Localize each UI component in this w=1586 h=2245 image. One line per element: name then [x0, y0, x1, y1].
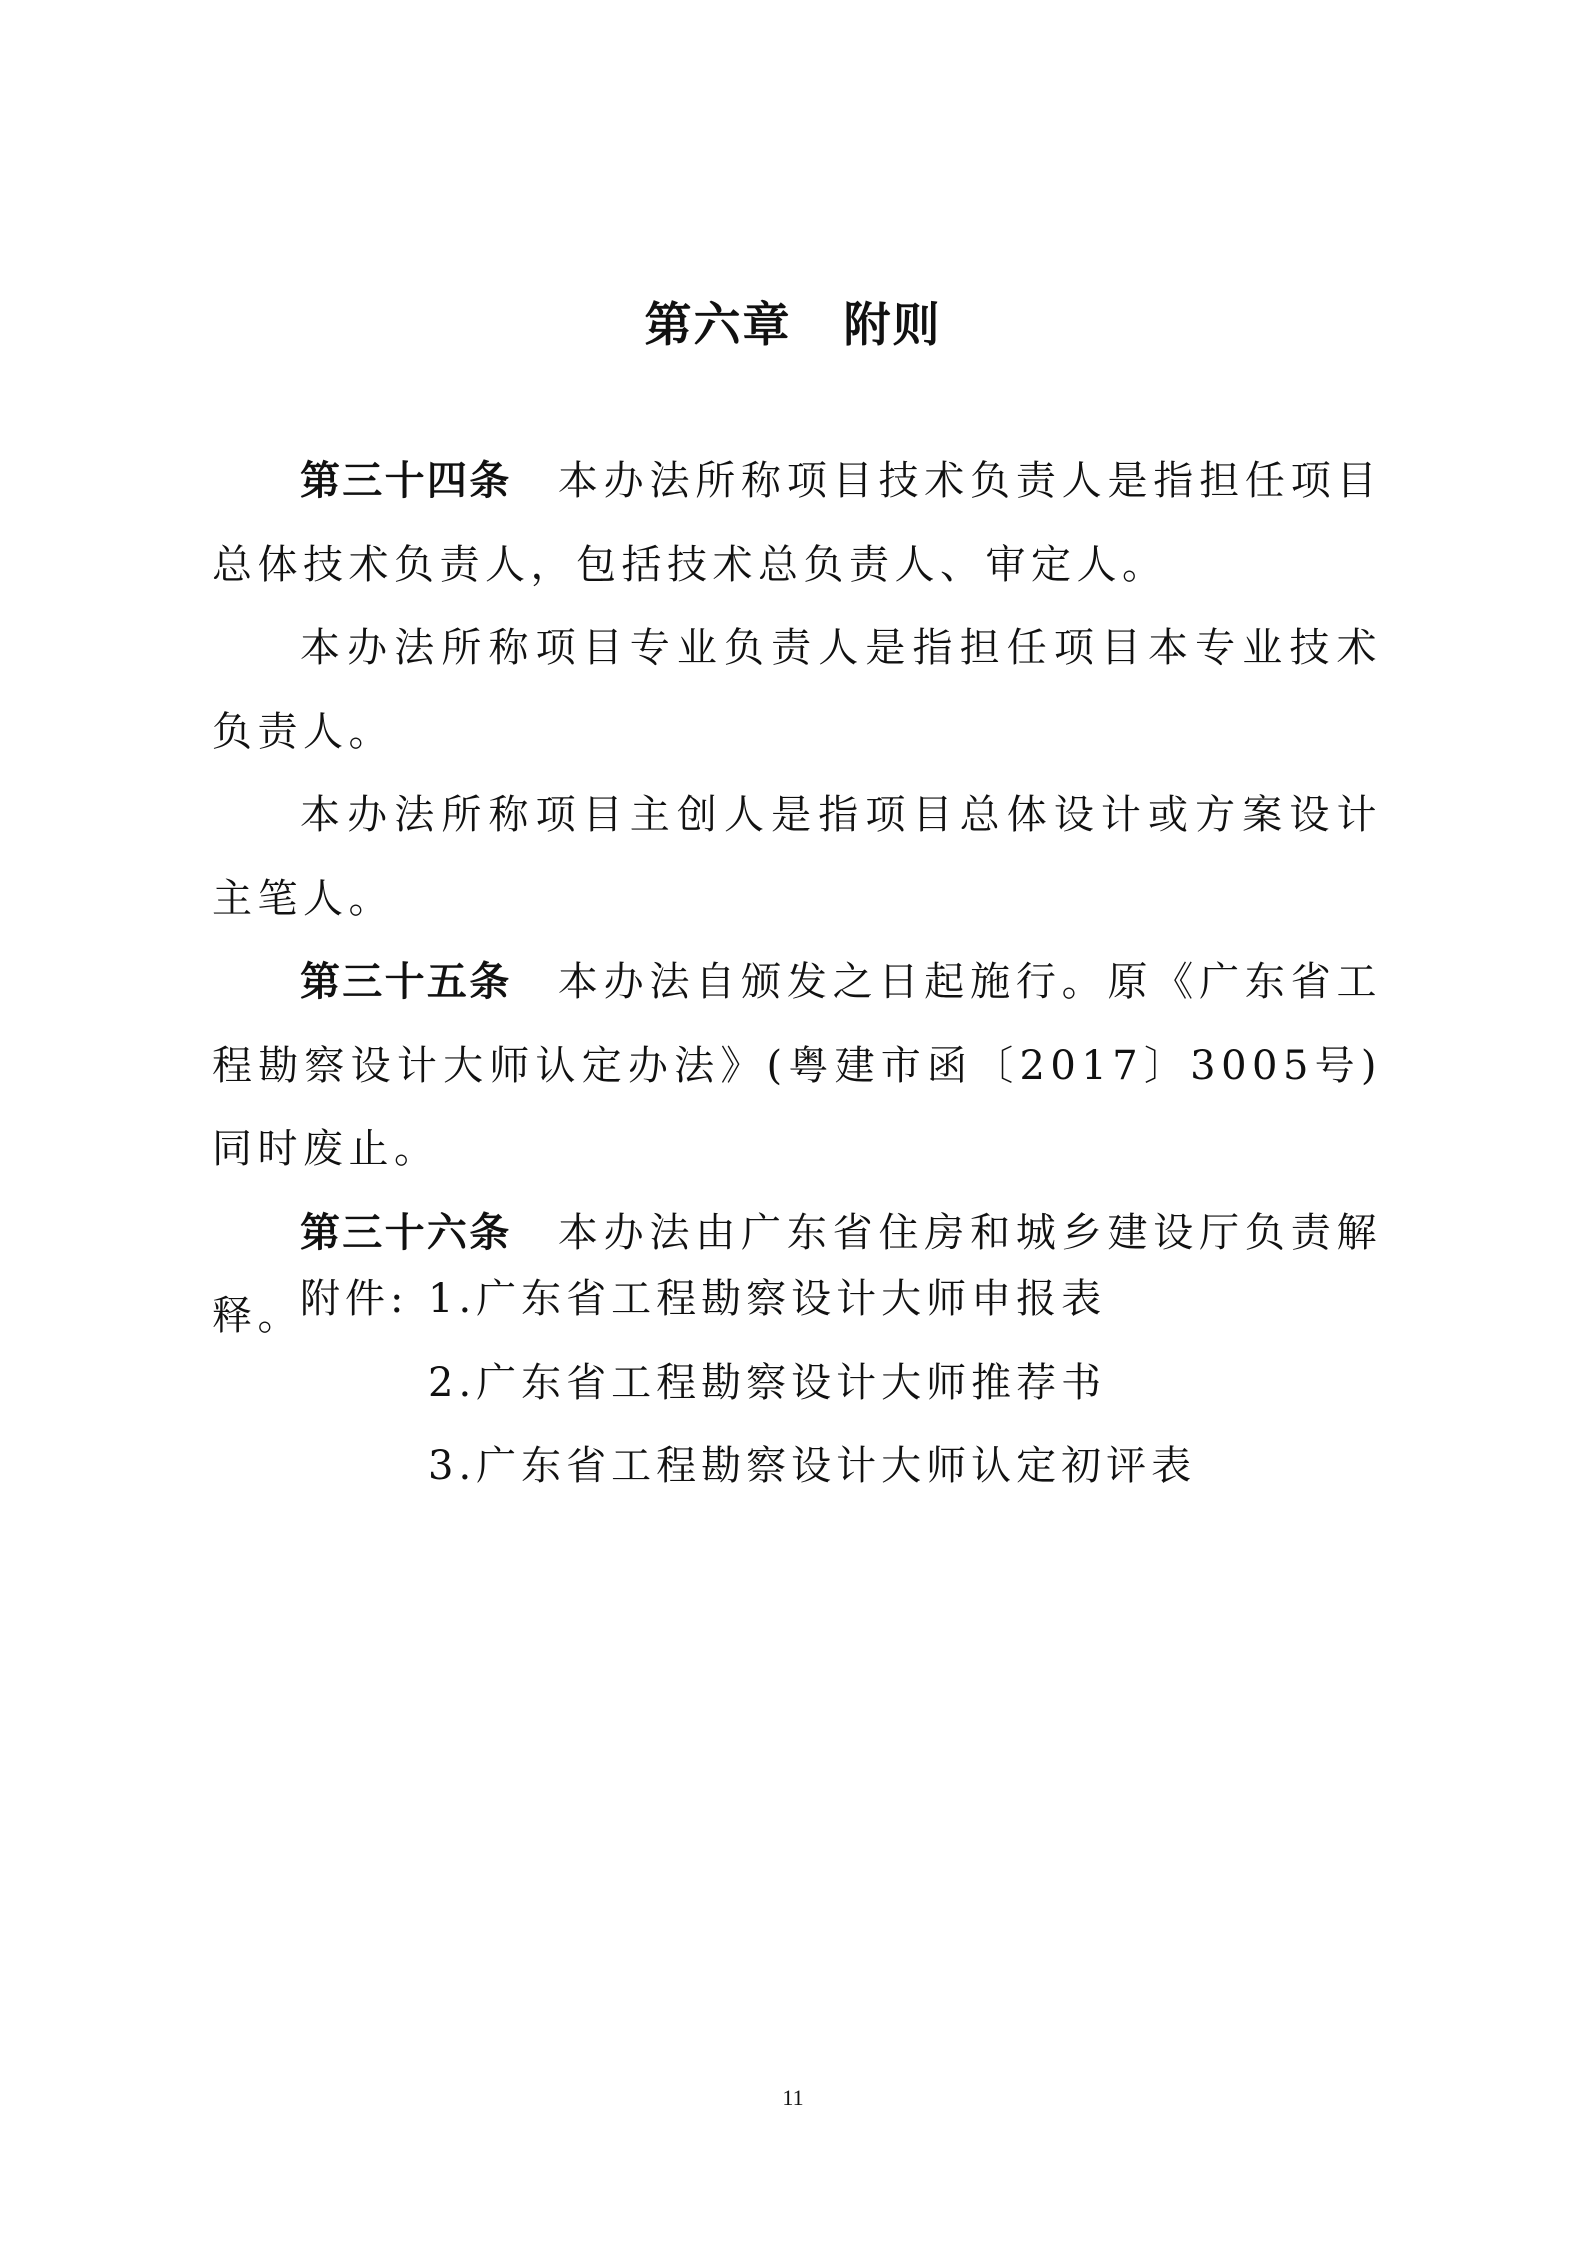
article-35-paragraph [212, 941, 1382, 1192]
article-34-paragraph-1 [212, 440, 1382, 607]
article-text: 本办法所称项目技术负责人是指担任项目总体技术负责人，包括技术总负责人、审定人。 [212, 458, 1383, 588]
article-34-paragraph-2: 本办法所称项目专业负责人是指担任项目本专业技术负责人。 [212, 625, 1382, 755]
chapter-name: 附则 [843, 298, 942, 353]
chapter-title [0, 288, 1586, 355]
article-label: 第三十六条 [300, 1209, 512, 1256]
article-label: 第三十四条 [300, 458, 512, 504]
chapter-number: 第六章 [644, 298, 792, 353]
page-number: 11 [782, 2085, 804, 2110]
attachments-label: 附件: [300, 1276, 409, 1322]
articles-section [212, 440, 1382, 1359]
attachment-title: 2.广东省工程勘察设计大师推荐书 [428, 1359, 1107, 1406]
attachment-title: 3.广东省工程勘察设计大师认定初评表 [428, 1443, 1197, 1489]
article-text: 本办法自颁发之日起施行。原《广东省工程勘察设计大师认定办法》(粤建市函〔2017〕3005号)同时废止。 [212, 959, 1383, 1172]
attachment-title: 1.广东省工程勘察设计大师申报表 [428, 1276, 1107, 1322]
article-text: 本办法由广东省住房和城乡建设厅负责解释。 [212, 1209, 1383, 1339]
attachment-item [300, 1425, 1196, 1509]
attachment-item [300, 1342, 1196, 1426]
attachments-list [300, 1258, 1196, 1509]
article-label: 第三十五条 [300, 959, 512, 1005]
attachment-item [300, 1258, 1196, 1342]
article-34-paragraph-3: 本办法所称项目主创人是指项目总体设计或方案设计主笔人。 [212, 792, 1382, 922]
